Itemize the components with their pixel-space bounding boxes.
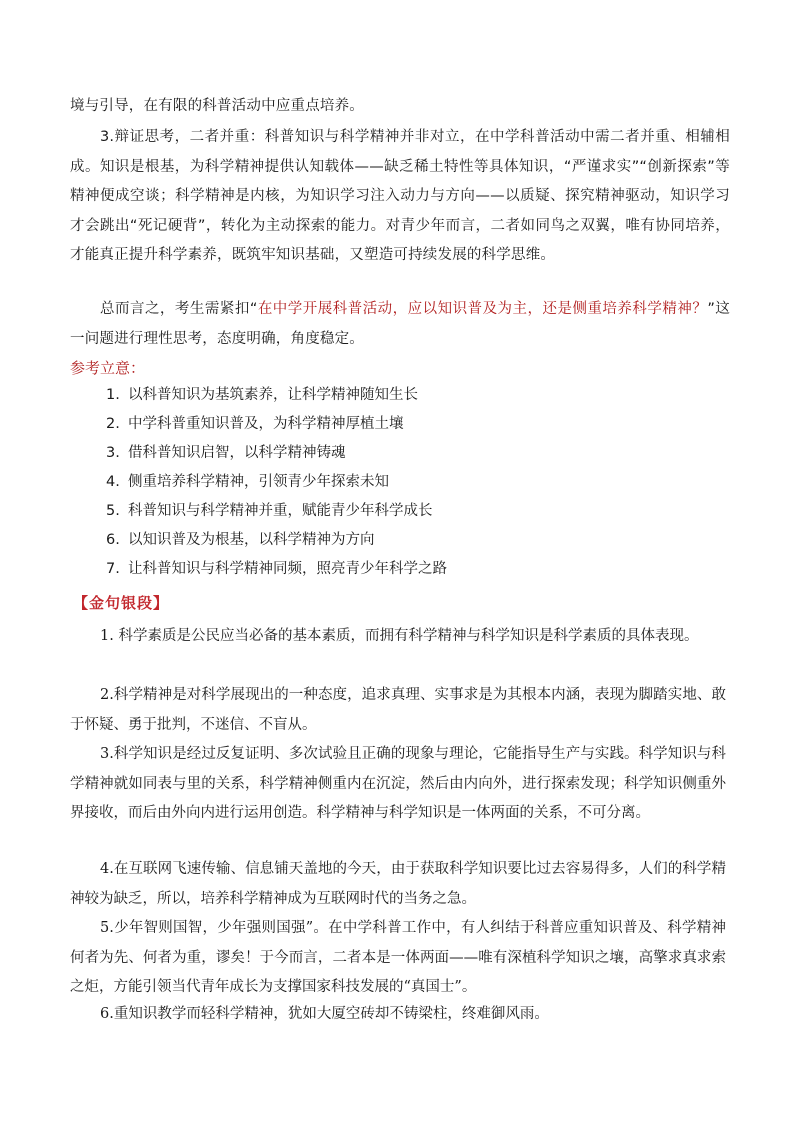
list-item: 4. 侧重培养科学精神，引领青少年探索未知 xyxy=(106,474,389,490)
point-3-paragraph: 3.辩证思考，二者并重：科普知识与科学精神并非对立，在中学科普活动中需二者并重、相辅相成。知识是根基，为科学精神提供认知载体——缺乏稀土特性等具体知识，“严谨求实”“创新探索”等精神便成空谈；科学精神是内核，为知识学习注入动力与方向——以质疑、探究精神驱动，知识学习才会跳出“死记硬背”，转化为主动探索的能力。对青少年而言，二者如同鸟之双翼，唯有协同培养，才能真正提升科学素养，既筑牢知识基础，又塑造可持续发展的科学思维。 xyxy=(70,129,730,263)
list-item: 2. 中学科普重知识普及，为科学精神厚植土壤 xyxy=(106,416,404,432)
golden-paragraph-1: 1. 科学素质是公民应当必备的基本素质，而拥有科学精神与科学知识是科学素质的具体表现。 xyxy=(100,628,699,644)
golden-paragraph-5: 5.少年智则国智，少年强则国强”。在中学科普工作中，有人纠结于科普应重知识普及、科学精神何者为先、何者为重，谬矣！于今而言，二者本是一体两面——唯有深植科学知识之壤，高擎求真求索之炬，方能引领当代青年成长为支撑国家科技发展的“真国士”。 xyxy=(70,920,726,995)
list-item: 7. 让科普知识与科学精神同频，照亮青少年科学之路 xyxy=(106,561,447,577)
golden-paragraph-2: 2.科学精神是对科学展现出的一种态度，追求真理、实事求是为其根本内涵，表现为脚踏实地、敢于怀疑、勇于批判，不迷信、不盲从。 xyxy=(70,687,726,733)
summary-paragraph xyxy=(70,295,730,354)
golden-paragraph-3: 3.科学知识是经过反复证明、多次试验且正确的现象与理论，它能指导生产与实践。科学知识与科学精神就如同表与里的关系，科学精神侧重内在沉淀，然后由内向外，进行探索发现；科学知识侧重外界接收，而后由外向内进行运用创造。科学精神与科学知识是一体两面的关系，不可分离。 xyxy=(70,746,726,821)
golden-paragraph-6: 6.重知识教学而轻科学精神，犹如大厦空砖却不铸梁柱，终难御风雨。 xyxy=(100,1006,549,1022)
golden-paragraph-4: 4.在互联网飞速传输、信息铺天盖地的今天，由于获取科学知识要比过去容易得多，人们的科学精神较为缺乏，所以，培养科学精神成为互联网时代的当务之急。 xyxy=(70,861,726,907)
intro-line: 境与引导，在有限的科普活动中应重点培养。 xyxy=(70,98,364,114)
list-item: 3. 借科普知识启智，以科学精神铸魂 xyxy=(106,445,346,461)
ideas-heading: 参考立意： xyxy=(70,359,146,377)
summary-highlight: 在中学开展科普活动，应以知识普及为主，还是侧重培养科学精神？ xyxy=(257,301,708,317)
list-item: 6. 以知识普及为根基，以科学精神为方向 xyxy=(106,532,375,548)
summary-prefix: 总而言之，考生需紧扣“ xyxy=(100,301,258,317)
summary-suffix: ”这一问题进行理性思考，态度明确，角度稳定。 xyxy=(70,301,731,347)
list-item: 1. 以科普知识为基筑素养，让科学精神随知生长 xyxy=(106,387,418,403)
golden-section-title: 【金句银段】 xyxy=(73,594,170,612)
ideas-list xyxy=(106,381,706,584)
list-item: 5. 科普知识与科学精神并重，赋能青少年科学成长 xyxy=(106,503,433,519)
